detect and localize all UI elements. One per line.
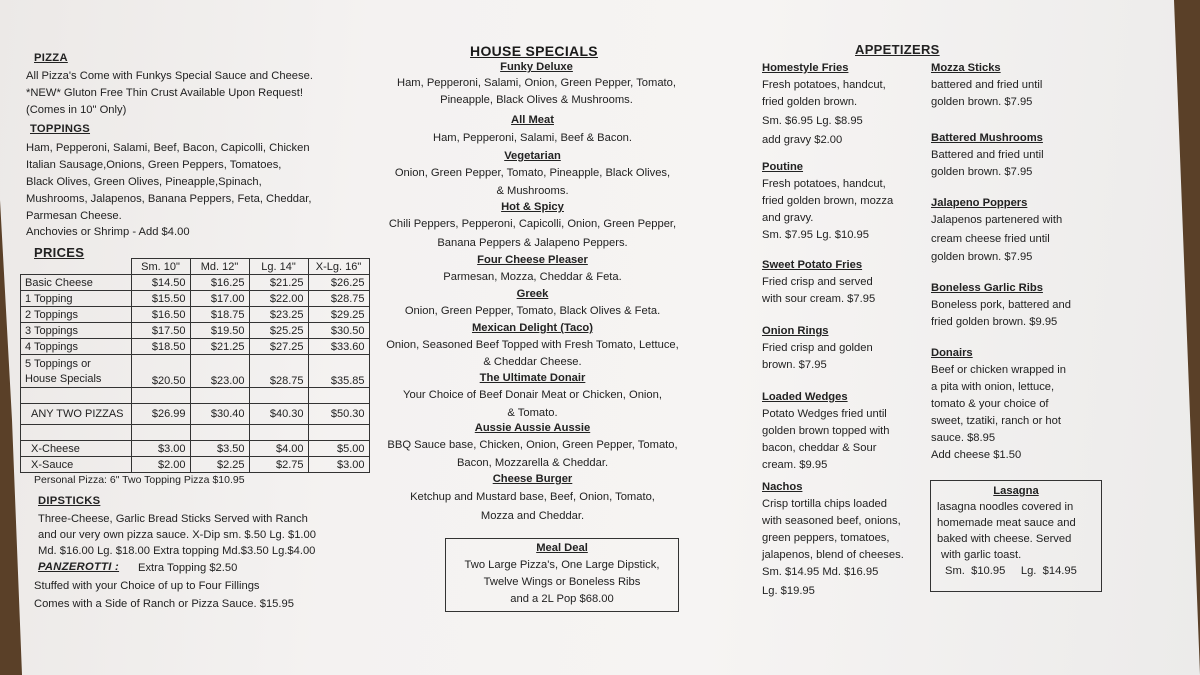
meal-deal-line: Twelve Wings or Boneless Ribs (483, 576, 641, 588)
appetizer-line: Fresh potatoes, handcut, (762, 79, 886, 91)
house-item-line: Chili Peppers, Pepperoni, Capicolli, Onion, Green Pepper, (388, 218, 677, 230)
house-specials-heading: HOUSE SPECIALS (470, 43, 598, 59)
price-cell: $28.75 (308, 291, 369, 307)
house-item-line: & Mushrooms. (496, 185, 569, 197)
appetizer-line: cream. $9.95 (762, 459, 828, 471)
appetizer-name: Homestyle Fries (762, 62, 849, 74)
lasagna-line: Sm. $10.95 Lg. $14.95 (945, 565, 1077, 577)
prices-header-xlg: X-Lg. 16" (308, 259, 369, 275)
price-cell: $23.00 (190, 355, 249, 388)
appetizer-line: bacon, cheddar & Sour (762, 442, 877, 454)
appetizer-line: with sour cream. $7.95 (762, 293, 876, 305)
appetizer-line: Potato Wedges fried until (762, 408, 887, 420)
panzerotti-line-2: Comes with a Side of Ranch or Pizza Sauce. $15.95 (34, 598, 294, 610)
price-cell: $33.60 (308, 339, 369, 355)
meal-deal-line: Two Large Pizza's, One Large Dipstick, (464, 559, 660, 571)
appetizer-name: Jalapeno Poppers (931, 197, 1028, 209)
prices-row-label: 5 Toppings or House Specials (21, 355, 132, 388)
prices-spacer-row (21, 388, 370, 404)
appetizer-line: jalapenos, blend of cheeses. (762, 549, 904, 561)
prices-row (21, 441, 370, 457)
appetizer-line: a pita with onion, lettuce, (931, 381, 1055, 393)
house-item-line: Onion, Seasoned Beef Topped with Fresh Tomato, Lettuce, (386, 339, 679, 351)
price-cell: $17.00 (190, 291, 249, 307)
appetizer-item (762, 257, 932, 308)
house-item-name: All Meat (511, 114, 554, 126)
appetizer-line: Fried crisp and served (762, 276, 873, 288)
lasagna-box (930, 480, 1102, 592)
appetizer-name: Donairs (931, 347, 973, 359)
prices-row-label: X-Cheese (21, 441, 132, 457)
house-item (360, 321, 705, 371)
appetizer-line: tomato & your choice of (931, 398, 1049, 410)
prices-header-lg: Lg. 14" (249, 259, 308, 275)
price-cell: $23.25 (249, 307, 308, 323)
toppings-line-6: Anchovies or Shrimp - Add $4.00 (26, 226, 190, 238)
pizza-desc-3: (Comes in 10" Only) (26, 104, 127, 116)
meal-deal-line: and a 2L Pop $68.00 (510, 593, 614, 605)
prices-row-label: 1 Topping (21, 291, 132, 307)
appetizer-line: and gravy. (762, 212, 814, 224)
prices-row (21, 339, 370, 355)
dipsticks-line-1: Three-Cheese, Garlic Bread Sticks Served with Ranch (38, 513, 308, 525)
meal-deal-heading: Meal Deal (536, 542, 588, 554)
appetizer-name: Nachos (762, 481, 803, 493)
appetizer-name: Mozza Sticks (931, 62, 1001, 74)
panzerotti-line-1: Stuffed with your Choice of up to Four Fillings (34, 580, 260, 592)
appetizer-item (931, 195, 1091, 266)
appetizer-line: Fresh potatoes, handcut, (762, 178, 886, 190)
prices-row (21, 323, 370, 339)
house-item-line: BBQ Sauce base, Chicken, Onion, Green Pepper, Tomato, (387, 439, 678, 451)
price-cell: $17.50 (131, 323, 190, 339)
toppings-line-3: Black Olives, Green Olives, Pineapple,Spinach, (26, 176, 262, 188)
house-item (368, 60, 705, 109)
toppings-line-5: Parmesan Cheese. (26, 210, 122, 222)
house-item (360, 287, 705, 321)
price-cell: $22.00 (249, 291, 308, 307)
price-cell: $29.25 (308, 307, 369, 323)
appetizer-line: Fried crisp and golden (762, 342, 873, 354)
appetizer-item (762, 479, 932, 602)
lasagna-line: with garlic toast. (941, 549, 1022, 561)
appetizer-line: Beef or chicken wrapped in (931, 364, 1066, 376)
price-cell: $18.50 (131, 339, 190, 355)
house-item-name: Four Cheese Pleaser (477, 254, 588, 266)
appetizer-line: golden brown. $7.95 (931, 166, 1033, 178)
appetizer-name: Battered Mushrooms (931, 132, 1043, 144)
appetizer-item (762, 389, 932, 474)
appetizer-name: Poutine (762, 161, 804, 173)
pizza-heading: PIZZA (34, 52, 68, 64)
house-item (360, 149, 705, 200)
house-item-line: Pineapple, Black Olives & Mushrooms. (440, 94, 633, 106)
house-item-name: Cheese Burger (492, 473, 573, 485)
house-item (360, 200, 705, 253)
prices-table (20, 258, 370, 473)
price-cell: $27.25 (249, 339, 308, 355)
prices-row-label: Basic Cheese (21, 275, 132, 291)
prices-row (21, 291, 370, 307)
price-cell: $28.75 (249, 355, 308, 388)
house-item-line: Banana Peppers & Jalapeno Peppers. (437, 237, 628, 249)
appetizer-line: golden brown. $7.95 (931, 251, 1033, 263)
appetizers-right-column (931, 60, 1091, 464)
appetizer-line: fried golden brown. $9.95 (931, 316, 1058, 328)
appetizer-line: brown. $7.95 (762, 359, 827, 371)
house-item-name: Mexican Delight (Taco) (471, 322, 593, 334)
appetizer-line: golden brown. $7.95 (931, 96, 1033, 108)
house-item-line: Onion, Green Pepper, Tomato, Pineapple, Black Olives, (394, 167, 671, 179)
prices-row (21, 307, 370, 323)
house-item-name: Hot & Spicy (501, 201, 564, 213)
prices-row (21, 457, 370, 473)
appetizer-line: golden brown topped with (762, 425, 890, 437)
dipsticks-heading: DIPSTICKS (38, 495, 101, 507)
appetizer-line: Add cheese $1.50 (931, 449, 1022, 461)
appetizer-name: Onion Rings (762, 325, 829, 337)
appetizer-name: Loaded Wedges (762, 391, 848, 403)
house-item (360, 421, 705, 472)
price-cell: $50.30 (308, 404, 369, 425)
house-item-line: Your Choice of Beef Donair Meat or Chicken, Onion, (403, 389, 662, 401)
meal-deal-box (445, 538, 679, 612)
appetizer-line: Sm. $7.95 Lg. $10.95 (762, 229, 869, 241)
house-item (360, 472, 705, 526)
prices-row (21, 404, 370, 425)
appetizer-line: sauce. $8.95 (931, 432, 996, 444)
price-cell: $3.00 (131, 441, 190, 457)
price-cell: $18.75 (190, 307, 249, 323)
prices-row (21, 275, 370, 291)
lasagna-heading: Lasagna (993, 485, 1039, 497)
price-cell: $2.00 (131, 457, 190, 473)
dipsticks-line-2: and our very own pizza sauce. X-Dip sm. $.50 Lg. $1.00 (38, 529, 316, 541)
price-cell: $35.85 (308, 355, 369, 388)
toppings-heading: TOPPINGS (30, 123, 91, 135)
price-cell: $26.25 (308, 275, 369, 291)
appetizer-line: fried golden brown. (762, 96, 858, 108)
appetizer-item (762, 159, 932, 244)
prices-header-row (21, 259, 370, 275)
price-cell: $4.00 (249, 441, 308, 457)
house-item-name: Vegetarian (504, 150, 561, 162)
appetizer-line: green peppers, tomatoes, (762, 532, 890, 544)
prices-spacer-row (21, 425, 370, 441)
price-cell: $25.25 (249, 323, 308, 339)
appetizer-line: sweet, tzatiki, ranch or hot (931, 415, 1061, 427)
price-cell: $14.50 (131, 275, 190, 291)
toppings-line-2: Italian Sausage,Onions, Green Peppers, Tomatoes, (26, 159, 282, 171)
appetizer-line: Battered and fried until (931, 149, 1044, 161)
toppings-line-1: Ham, Pepperoni, Salami, Beef, Bacon, Capicolli, Chicken (26, 142, 310, 154)
appetizer-line: Crisp tortilla chips loaded (762, 498, 887, 510)
prices-row-label: X-Sauce (21, 457, 132, 473)
price-cell: $30.40 (190, 404, 249, 425)
price-cell: $16.50 (131, 307, 190, 323)
appetizer-line: Sm. $14.95 Md. $16.95 (762, 566, 879, 578)
appetizer-line: add gravy $2.00 (762, 134, 843, 146)
appetizer-line: Sm. $6.95 Lg. $8.95 (762, 115, 863, 127)
appetizer-item (762, 323, 932, 374)
prices-row-label: 3 Toppings (21, 323, 132, 339)
price-cell: $5.00 (308, 441, 369, 457)
panzerotti-heading: PANZEROTTI : (38, 561, 120, 573)
price-cell: $26.99 (131, 404, 190, 425)
appetizers-heading: APPETIZERS (855, 42, 940, 57)
price-cell: $2.75 (249, 457, 308, 473)
house-item-line: & Tomato. (507, 407, 558, 419)
house-item-line: Bacon, Mozzarella & Cheddar. (456, 457, 609, 469)
price-cell: $21.25 (249, 275, 308, 291)
appetizer-item (931, 280, 1091, 331)
price-cell: $30.50 (308, 323, 369, 339)
house-item-name: Aussie Aussie Aussie (474, 422, 591, 434)
prices-row (21, 355, 370, 388)
appetizer-line: Jalapenos partenered with (931, 214, 1063, 226)
price-cell: $40.30 (249, 404, 308, 425)
house-item-line: Ketchup and Mustard base, Beef, Onion, Tomato, (410, 491, 655, 503)
house-item-line: Ham, Pepperoni, Salami, Onion, Green Pepper, Tomato, (396, 77, 676, 89)
pizza-desc-1: All Pizza's Come with Funkys Special Sauce and Cheese. (26, 70, 313, 82)
price-cell: $3.50 (190, 441, 249, 457)
house-item (360, 371, 705, 421)
price-cell: $2.25 (190, 457, 249, 473)
price-cell: $3.00 (308, 457, 369, 473)
prices-row-label: 2 Toppings (21, 307, 132, 323)
prices-header-blank (21, 259, 132, 275)
price-cell: $21.25 (190, 339, 249, 355)
prices-header-md: Md. 12" (190, 259, 249, 275)
price-cell: $19.50 (190, 323, 249, 339)
appetizer-item (931, 130, 1091, 181)
personal-pizza: Personal Pizza: 6" Two Topping Pizza $10.95 (34, 474, 245, 486)
house-item-line: Ham, Pepperoni, Salami, Beef & Bacon. (433, 132, 632, 144)
toppings-line-4: Mushrooms, Jalapenos, Banana Peppers, Feta, Cheddar, (26, 193, 312, 205)
appetizer-line: with seasoned beef, onions, (762, 515, 901, 527)
house-item-name: The Ultimate Donair (479, 372, 586, 384)
price-cell: $15.50 (131, 291, 190, 307)
prices-heading: PRICES (34, 245, 85, 260)
panzerotti-extra: Extra Topping $2.50 (138, 562, 238, 574)
appetizer-line: battered and fried until (931, 79, 1043, 91)
appetizer-line: Lg. $19.95 (762, 585, 815, 597)
price-cell: $20.50 (131, 355, 190, 388)
house-item-line: Mozza and Cheddar. (480, 510, 585, 522)
appetizer-name: Sweet Potato Fries (762, 259, 863, 271)
appetizer-line: fried golden brown, mozza (762, 195, 894, 207)
house-item-line: Onion, Green Pepper, Tomato, Black Olives & Feta. (404, 305, 661, 317)
house-item-line: Parmesan, Mozza, Cheddar & Feta. (443, 271, 622, 283)
house-item (360, 253, 705, 287)
house-item (360, 113, 705, 149)
appetizers-left-column (762, 60, 932, 602)
appetizer-name: Boneless Garlic Ribs (931, 282, 1043, 294)
house-item-line: & Cheddar Cheese. (483, 356, 582, 368)
pizza-desc-2: *NEW* Gluton Free Thin Crust Available Upon Request! (26, 87, 303, 99)
appetizer-line: Boneless pork, battered and (931, 299, 1071, 311)
house-item-name: Funky Deluxe (500, 61, 573, 73)
appetizer-item (762, 60, 932, 149)
prices-row-label: 4 Toppings (21, 339, 132, 355)
lasagna-line: baked with cheese. Served (937, 533, 1072, 545)
appetizer-item (931, 60, 1091, 111)
dipsticks-line-3: Md. $16.00 Lg. $18.00 Extra topping Md.$3.50 Lg.$4.00 (38, 545, 316, 557)
prices-header-sm: Sm. 10" (131, 259, 190, 275)
house-item-name: Greek (516, 288, 549, 300)
house-specials-section (385, 42, 705, 526)
appetizer-line: cream cheese fried until (931, 233, 1050, 245)
lasagna-line: homemade meat sauce and (937, 517, 1076, 529)
lasagna-line: lasagna noodles covered in (937, 501, 1074, 513)
prices-row-label: ANY TWO PIZZAS (21, 404, 132, 425)
appetizer-item (931, 345, 1091, 464)
price-cell: $16.25 (190, 275, 249, 291)
